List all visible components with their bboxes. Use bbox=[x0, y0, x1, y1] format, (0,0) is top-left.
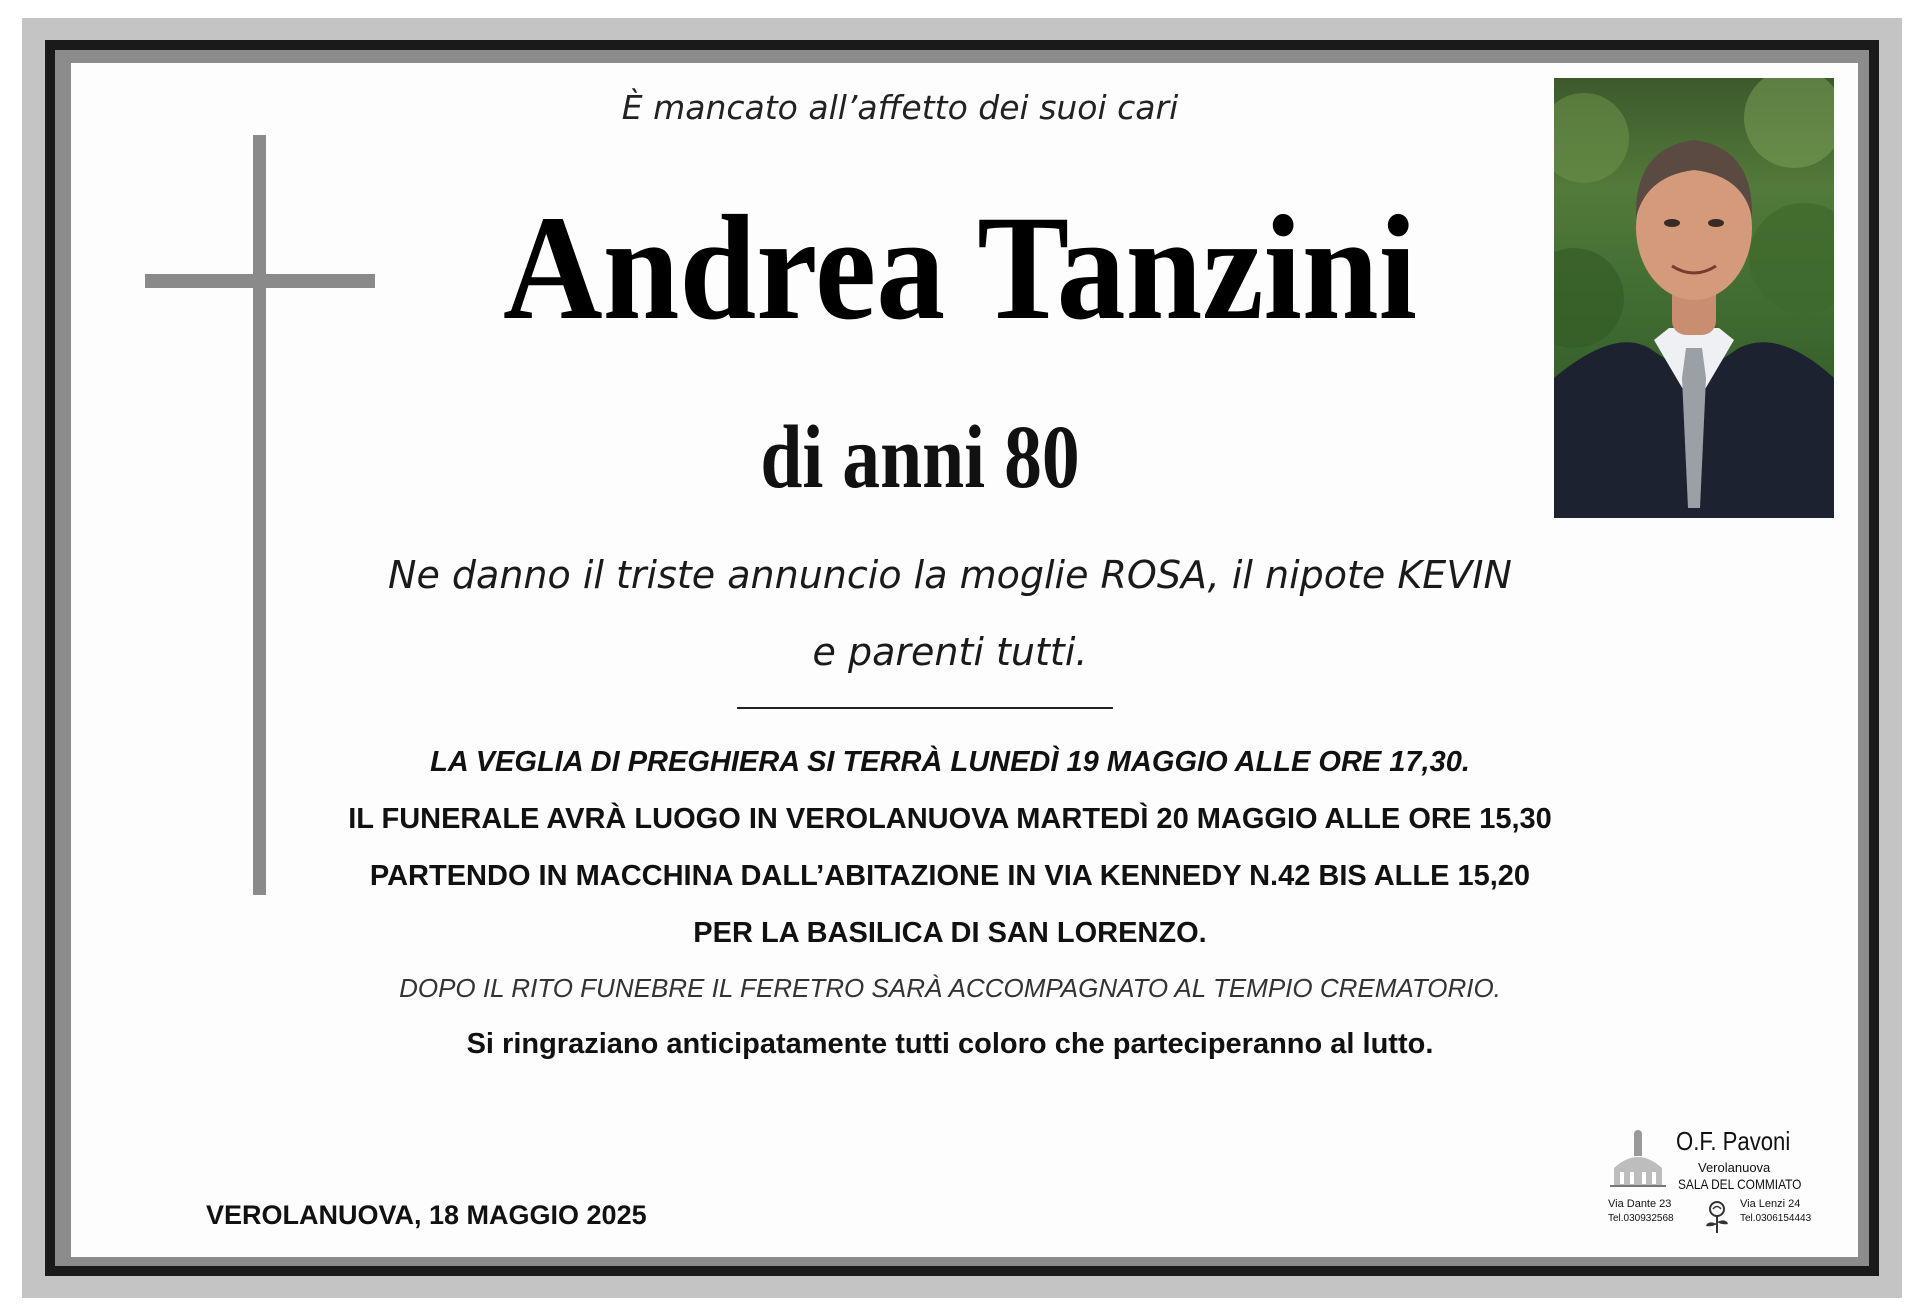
agency-phone-2: Tel.0306154443 bbox=[1740, 1213, 1812, 1224]
cross-icon-arm bbox=[145, 274, 375, 288]
divider bbox=[737, 707, 1113, 709]
agency-hall: SALA DEL COMMIATO bbox=[1678, 1176, 1802, 1192]
funeral-agency-logo bbox=[1598, 1124, 1828, 1236]
deceased-name: Andrea Tanzini bbox=[503, 185, 1417, 351]
funeral-line-3: PER LA BASILICA DI SAN LORENZO. bbox=[693, 917, 1207, 949]
agency-name: O.F. Pavoni bbox=[1676, 1126, 1791, 1156]
intro-text: È mancato all’affetto dei suoi cari bbox=[621, 88, 1179, 127]
cremation-info: DOPO IL RITO FUNEBRE IL FERETRO SARÀ ACCOMPAGNATO AL TEMPIO CREMATORIO. bbox=[399, 973, 1501, 1003]
portrait-photo bbox=[1554, 78, 1834, 518]
agency-address-2: Via Lenzi 24 bbox=[1740, 1198, 1801, 1210]
announcement-line-1: Ne danno il triste annuncio la moglie ROSA, il nipote KEVIN bbox=[388, 553, 1512, 597]
agency-town: Verolanuova bbox=[1698, 1160, 1771, 1175]
funeral-line-1: IL FUNERALE AVRÀ LUOGO IN VEROLANUOVA MARTEDÌ 20 MAGGIO ALLE ORE 15,30 bbox=[348, 803, 1552, 835]
agency-phone-1: Tel.030932568 bbox=[1608, 1213, 1674, 1224]
funeral-line-2: PARTENDO IN MACCHINA DALL’ABITAZIONE IN VIA KENNEDY N.42 BIS ALLE 15,20 bbox=[369, 860, 1531, 892]
vigil-info: LA VEGLIA DI PREGHIERA SI TERRÀ LUNEDÌ 19 MAGGIO ALLE ORE 17,30. bbox=[430, 746, 1470, 778]
thanks-text: Si ringraziano anticipatamente tutti coloro che parteciperanno al lutto. bbox=[466, 1028, 1434, 1060]
place-date: VEROLANUOVA, 18 MAGGIO 2025 bbox=[206, 1200, 647, 1230]
deceased-age: di anni 80 bbox=[760, 408, 1080, 507]
basilica-emblem-icon bbox=[1606, 1128, 1670, 1190]
rose-icon bbox=[1702, 1200, 1732, 1234]
agency-address-1: Via Dante 23 bbox=[1608, 1198, 1672, 1210]
cross-icon bbox=[253, 135, 266, 895]
announcement-line-2: e parenti tutti. bbox=[812, 630, 1088, 674]
